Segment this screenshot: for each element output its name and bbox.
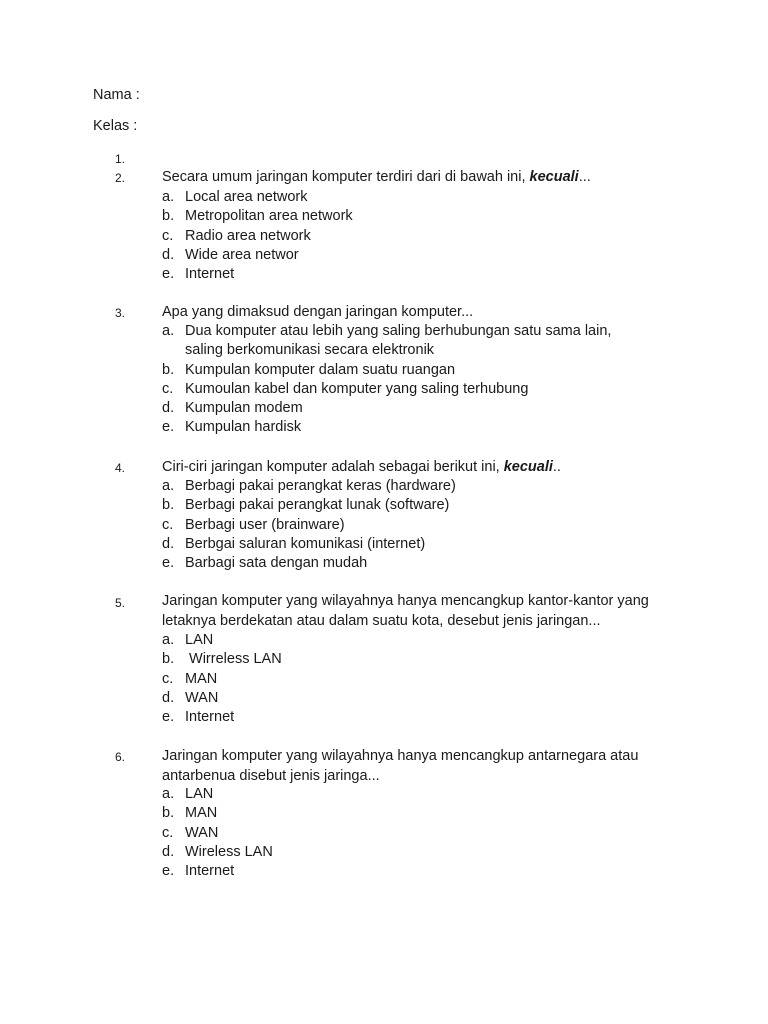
answer-option: [162, 227, 682, 246]
option-letter: e.: [162, 555, 175, 572]
answer-option: [162, 496, 682, 515]
answer-option: [162, 418, 682, 437]
question-number: 1.: [115, 152, 126, 166]
answer-option: [162, 207, 682, 226]
option-letter: b.: [162, 497, 175, 514]
option-text: Kumpulan komputer dalam suatu ruangan: [185, 361, 456, 378]
option-text: LAN: [185, 632, 214, 648]
option-letter: a.: [162, 786, 175, 802]
option-text: Wide area networ: [185, 246, 299, 263]
nama-label: Nama :: [93, 87, 140, 103]
question-text: Apa yang dimaksud dengan jaringan komputer...: [162, 304, 474, 320]
answer-option: [162, 361, 682, 380]
answer-option: [162, 785, 682, 804]
option-letter: a.: [162, 478, 175, 494]
question-text: [162, 458, 682, 478]
answer-option: [162, 265, 682, 284]
answer-option: [162, 804, 682, 823]
option-text: Internet: [185, 863, 235, 880]
question-number: 3.: [115, 306, 126, 320]
option-text: Berbagi pakai perangkat lunak (software): [185, 497, 450, 514]
option-letter: c.: [162, 670, 174, 687]
option-text: LAN: [185, 786, 214, 802]
answer-option: [162, 650, 682, 669]
option-letter: d.: [162, 535, 175, 552]
option-text: Berbagi user (brainware): [185, 516, 345, 533]
answer-option: [162, 188, 682, 207]
option-letter: c.: [162, 824, 174, 841]
question-text: Jaringan komputer yang wilayahnya hanya mencangkup kantor-kantor yang letaknya berdekatan atau dalam suatu kota, desebut jenis jaringan...: [162, 593, 649, 629]
option-letter: c.: [162, 227, 174, 244]
option-letter: a.: [162, 632, 175, 648]
option-list: [162, 322, 682, 438]
option-text: Internet: [185, 266, 235, 283]
option-text: Radio area network: [185, 227, 311, 244]
question-text-tail: ...: [578, 169, 591, 185]
question-number: 6.: [115, 750, 126, 764]
option-text: Wirreless LAN: [185, 651, 282, 668]
answer-option: [162, 554, 682, 573]
option-text: Kumpulan modem: [185, 400, 303, 417]
option-text: Local area network: [185, 189, 308, 205]
option-letter: e.: [162, 863, 175, 880]
answer-option: [162, 380, 682, 399]
question-text-main: Secara umum jaringan komputer terdiri dari di bawah ini,: [162, 169, 530, 185]
question-text-tail: ..: [552, 459, 561, 475]
option-list: [162, 785, 682, 881]
answer-option: [162, 322, 682, 361]
question-text: Jaringan komputer yang wilayahnya hanya mencangkup antarnegara atau antarbenua disebut jenis jaringa...: [162, 748, 639, 784]
question-number: 4.: [115, 461, 126, 475]
option-letter: d.: [162, 246, 175, 263]
answer-option: [162, 631, 682, 650]
option-letter: e.: [162, 266, 175, 283]
option-letter: b.: [162, 208, 175, 225]
option-letter: c.: [162, 380, 174, 397]
option-letter: c.: [162, 516, 174, 533]
option-text: Barbagi sata dengan mudah: [185, 555, 368, 572]
option-text: MAN: [185, 670, 218, 687]
answer-option: [162, 824, 682, 843]
option-text: Wireless LAN: [185, 843, 273, 860]
option-letter: d.: [162, 400, 175, 417]
option-letter: e.: [162, 709, 175, 726]
option-letter: a.: [162, 323, 175, 339]
kelas-label: Kelas :: [93, 118, 138, 134]
option-text: Kumpulan hardisk: [185, 419, 302, 436]
option-letter: b.: [162, 361, 175, 378]
option-letter: d.: [162, 843, 175, 860]
question-number: 5.: [115, 596, 126, 610]
answer-option: [162, 670, 682, 689]
option-letter: b.: [162, 651, 175, 668]
answer-option: [162, 862, 682, 881]
question-number: 2.: [115, 171, 126, 185]
option-letter: a.: [162, 189, 175, 205]
answer-option: [162, 477, 682, 496]
option-letter: d.: [162, 689, 175, 706]
option-letter: e.: [162, 419, 175, 436]
answer-option: [162, 246, 682, 265]
option-text: MAN: [185, 805, 218, 822]
answer-option: [162, 535, 682, 554]
option-list: [162, 477, 682, 573]
option-text: WAN: [185, 824, 219, 841]
answer-option: [162, 399, 682, 418]
option-list: [162, 631, 682, 727]
answer-option: [162, 708, 682, 727]
option-letter: b.: [162, 805, 175, 822]
option-text: Berbgai saluran komunikasi (internet): [185, 535, 426, 552]
option-text: Kumoulan kabel dan komputer yang saling terhubung: [185, 380, 529, 397]
option-text: Metropolitan area network: [185, 208, 353, 225]
answer-option: [162, 689, 682, 708]
option-text: Internet: [185, 709, 235, 726]
question-text: [162, 168, 682, 188]
option-list: [162, 188, 682, 284]
option-text: WAN: [185, 689, 219, 706]
question-text-main: Ciri-ciri jaringan komputer adalah sebagai berikut ini,: [162, 459, 504, 475]
question-text-emphasis: kecuali: [503, 459, 553, 475]
question-text-emphasis: kecuali: [529, 169, 579, 185]
option-text: Dua komputer atau lebih yang saling berhubungan satu sama lain, saling berkomunikasi secara elektronik: [185, 323, 612, 359]
answer-option: [162, 843, 682, 862]
option-text: Berbagi pakai perangkat keras (hardware): [185, 478, 456, 494]
answer-option: [162, 516, 682, 535]
